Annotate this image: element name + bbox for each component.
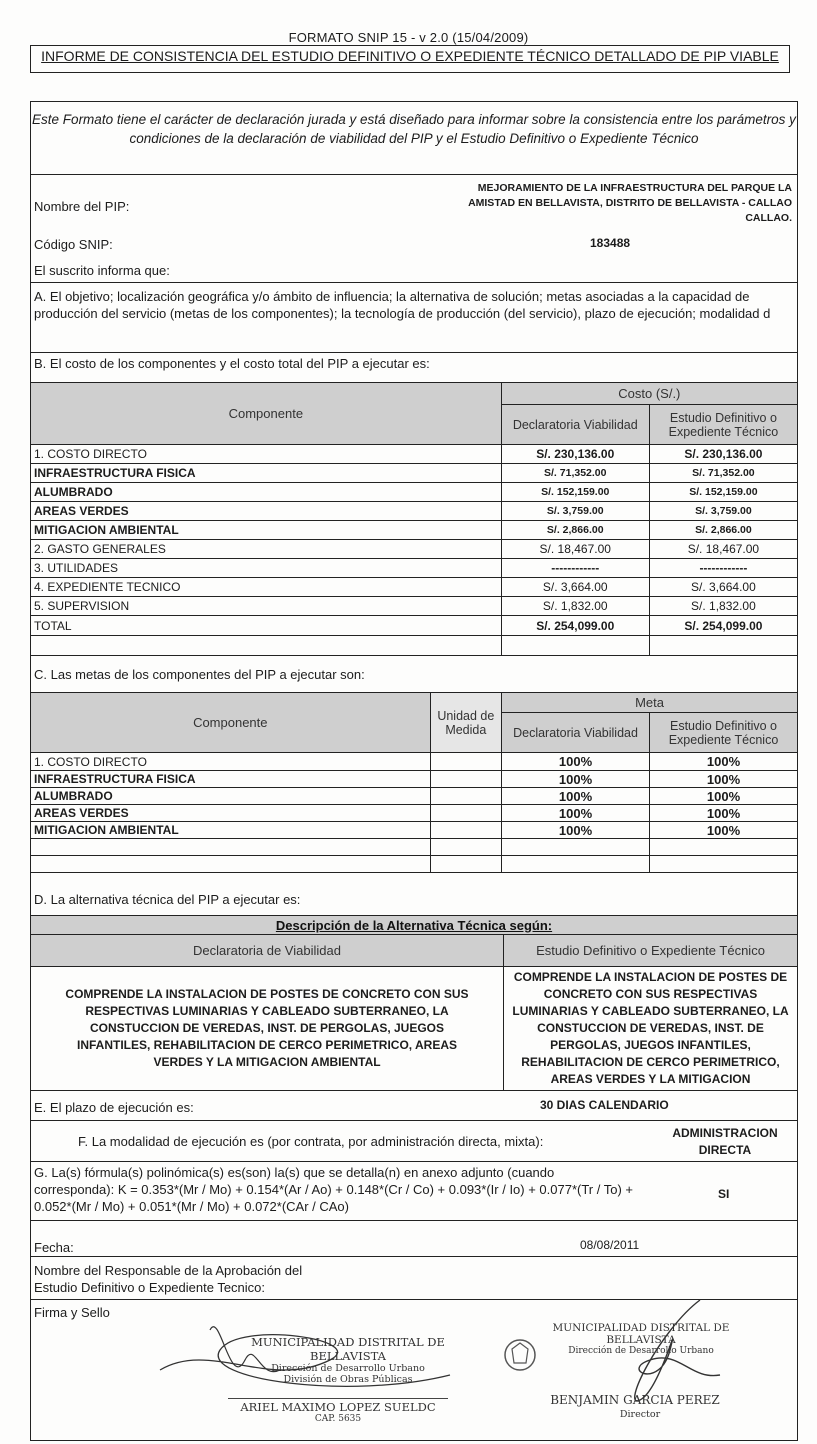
section-c-intro: C. Las metas de los componentes del PIP a ejecutar son:	[34, 667, 365, 682]
table-row: MITIGACION AMBIENTAL 100% 100%	[31, 822, 798, 839]
table-row-total: TOTAL S/. 254,099.00 S/. 254,099.00	[31, 616, 798, 636]
alternative-estudio: COMPRENDE LA INSTALACION DE POSTES DE CONCRETO CON SUS RESPECTIVAS LUMINARIAS Y CABLEADO SUBTERRANEO, LA CONSTUCCION DE VEREDAS, INST. DE PERGOLAS, JUEGOS INFANTILES, REHABILITACION DE CERCO PERIMETRICO, AREAS VERDES Y LA MITIGACION	[504, 967, 798, 1091]
section-f-label: F. La modalidad de ejecución es (por contrata, por administración directa, mixta):	[78, 1134, 544, 1149]
col-viabilidad: Declaratoria Viabilidad	[501, 405, 649, 445]
alternative-viabilidad: COMPRENDE LA INSTALACION DE POSTES DE CONCRETO CON SUS RESPECTIVAS LUMINARIAS Y CABLEADO SUBTERRANEO, LA CONSTUCCION DE VEREDAS, INST. DE PERGOLAS, JUEGOS INFANTILES, REHABILITACION DE CERCO PERIMETRICO, AREAS VERDES Y LA MITIGACION AMBIENTAL	[31, 967, 504, 1091]
table-row: AREAS VERDES 100% 100%	[31, 805, 798, 822]
divider	[30, 1256, 798, 1257]
section-f-value: ADMINISTRACION DIRECTA	[672, 1126, 778, 1157]
col-component: Componente	[31, 693, 431, 753]
section-g-label: G. La(s) fórmula(s) polinómica(s) es(son) la(s) que se detalla(n) en anexo adjunto (cuando corresponda): K = 0.353*(Mr / Mo) + 0.154*(Ar / Ao) + 0.148*(Cr / Co) + 0.093*(Ir / Io) + 0.077*(Tr / To) + 0.052*(Mr / Mo) + 0.051*(Mr / Mo) + 0.072*(CAr / CAo)	[34, 1165, 633, 1214]
divider	[30, 1161, 798, 1162]
section-d-intro: D. La alternativa técnica del PIP a ejecutar es:	[34, 892, 301, 907]
snip-code-value: 183488	[590, 236, 631, 250]
stamp-right: MUNICIPALIDAD DISTRITAL DE BELLAVISTA Dirección de Desarrollo Urbano	[552, 1322, 730, 1356]
table-row: 1. COSTO DIRECTO 100% 100%	[31, 753, 798, 771]
col-cost: Costo (S/.)	[501, 383, 797, 405]
col-meta: Meta	[502, 693, 798, 713]
date-value: 08/08/2011	[580, 1238, 640, 1252]
signature-left-icon	[150, 1300, 470, 1410]
table-row: ALUMBRADO S/. 152,159.00 S/. 152,159.00	[31, 483, 798, 502]
col-viabilidad: Declaratoria Viabilidad	[502, 713, 650, 753]
signer-right-name: BENJAMIN GARCIA PEREZ	[550, 1393, 720, 1407]
table-row: 3. UTILIDADES ------------ ------------	[31, 559, 798, 578]
table-row: INFRAESTRUCTURA FISICA 100% 100%	[31, 771, 798, 788]
report-title: INFORME DE CONSISTENCIA DEL ESTUDIO DEFINITIVO O EXPEDIENTE TÉCNICO DETALLADO DE PIP VIABLE	[30, 45, 790, 73]
table-row: INFRAESTRUCTURA FISICA S/. 71,352.00 S/. 71,352.00	[31, 464, 798, 483]
alternative-table	[30, 915, 798, 1091]
table-row-empty	[31, 839, 798, 856]
table-row: ALUMBRADO 100% 100%	[31, 788, 798, 805]
divider	[30, 174, 798, 175]
col-estudio: Estudio Definitivo o Expediente Técnico	[650, 713, 798, 753]
signer-left-name: ARIEL MAXIMO LOPEZ SUELDC	[240, 1400, 436, 1414]
alternative-header: Descripción de la Alternativa Técnica según:	[31, 916, 798, 935]
pip-name-value: MEJORAMIENTO DE LA INFRAESTRUCTURA DEL PARQUE LA AMISTAD EN BELLAVISTA, DISTRITO DE BELLAVISTA - CALLAO CALLAO.	[468, 182, 792, 224]
col-estudio: Estudio Definitivo o Expediente Técnico	[504, 935, 798, 967]
snip-code-label: Código SNIP:	[34, 237, 113, 252]
informs-text: El suscrito informa que:	[34, 263, 170, 278]
stamp-left: MUNICIPALIDAD DISTRITAL DE BELLAVISTA Dirección de Desarrollo Urbano División de Obras Públicas	[251, 1335, 445, 1385]
pip-name-label: Nombre del PIP:	[34, 199, 130, 214]
cost-table	[30, 382, 798, 656]
col-unit: Unidad de Medida	[430, 693, 501, 753]
table-row: AREAS VERDES S/. 3,759.00 S/. 3,759.00	[31, 502, 798, 521]
goals-table	[30, 692, 798, 873]
section-g-value: SI	[718, 1187, 730, 1201]
divider	[30, 352, 798, 353]
declaration-text: Este Formato tiene el carácter de declaración jurada y está diseñado para informar sobre la consistencia entre los parámetros y condiciones de la declaración de viabilidad del PIP y el Estudio Definitivo o Expediente Técnico	[32, 112, 796, 146]
format-code: FORMATO SNIP 15 - v 2.0 (15/04/2009)	[288, 30, 529, 45]
signature-label: Firma y Sello	[34, 1305, 110, 1320]
table-row: MITIGACION AMBIENTAL S/. 2,866.00 S/. 2,866.00	[31, 521, 798, 540]
section-e-value: 30 DIAS CALENDARIO	[540, 1098, 669, 1112]
col-component: Componente	[31, 383, 502, 445]
signer-left-cap: CAP. 5635	[314, 1414, 362, 1424]
table-row: 4. EXPEDIENTE TECNICO S/. 3,664.00 S/. 3,664.00	[31, 578, 798, 597]
responsable-label: Nombre del Responsable de la Aprobación del Estudio Definitivo o Expediente Tecnico:	[34, 1263, 303, 1295]
coat-of-arms-icon	[500, 1335, 540, 1375]
table-row-empty	[31, 856, 798, 873]
divider	[30, 1120, 798, 1121]
col-estudio: Estudio Definitivo o Expediente Técnico	[649, 405, 797, 445]
table-row: 5. SUPERVISION S/. 1,832.00 S/. 1,832.00	[31, 597, 798, 616]
table-row-empty	[31, 636, 798, 656]
signer-right-role: Director	[619, 1409, 661, 1420]
divider	[30, 1220, 798, 1221]
signature-right-icon	[560, 1290, 740, 1420]
date-label: Fecha:	[34, 1240, 74, 1255]
divider	[30, 282, 798, 283]
table-row: 2. GASTO GENERALES S/. 18,467.00 S/. 18,467.00	[31, 540, 798, 559]
section-e-label: E. El plazo de ejecución es:	[34, 1100, 194, 1115]
table-row: 1. COSTO DIRECTO S/. 230,136.00 S/. 230,136.00	[31, 445, 798, 464]
section-a-text: A. El objetivo; localización geográfica y/o ámbito de influencia; la alternativa de solución; metas asociadas a la capacidad de producción del servicio (metas de los componentes); la tecnología de producción (del servicio), plazo de ejecución; modalidad d	[34, 289, 771, 321]
col-viabilidad: Declaratoria de Viabilidad	[31, 935, 504, 967]
section-b-intro: B. El costo de los componentes y el costo total del PIP a ejecutar es:	[34, 356, 430, 371]
